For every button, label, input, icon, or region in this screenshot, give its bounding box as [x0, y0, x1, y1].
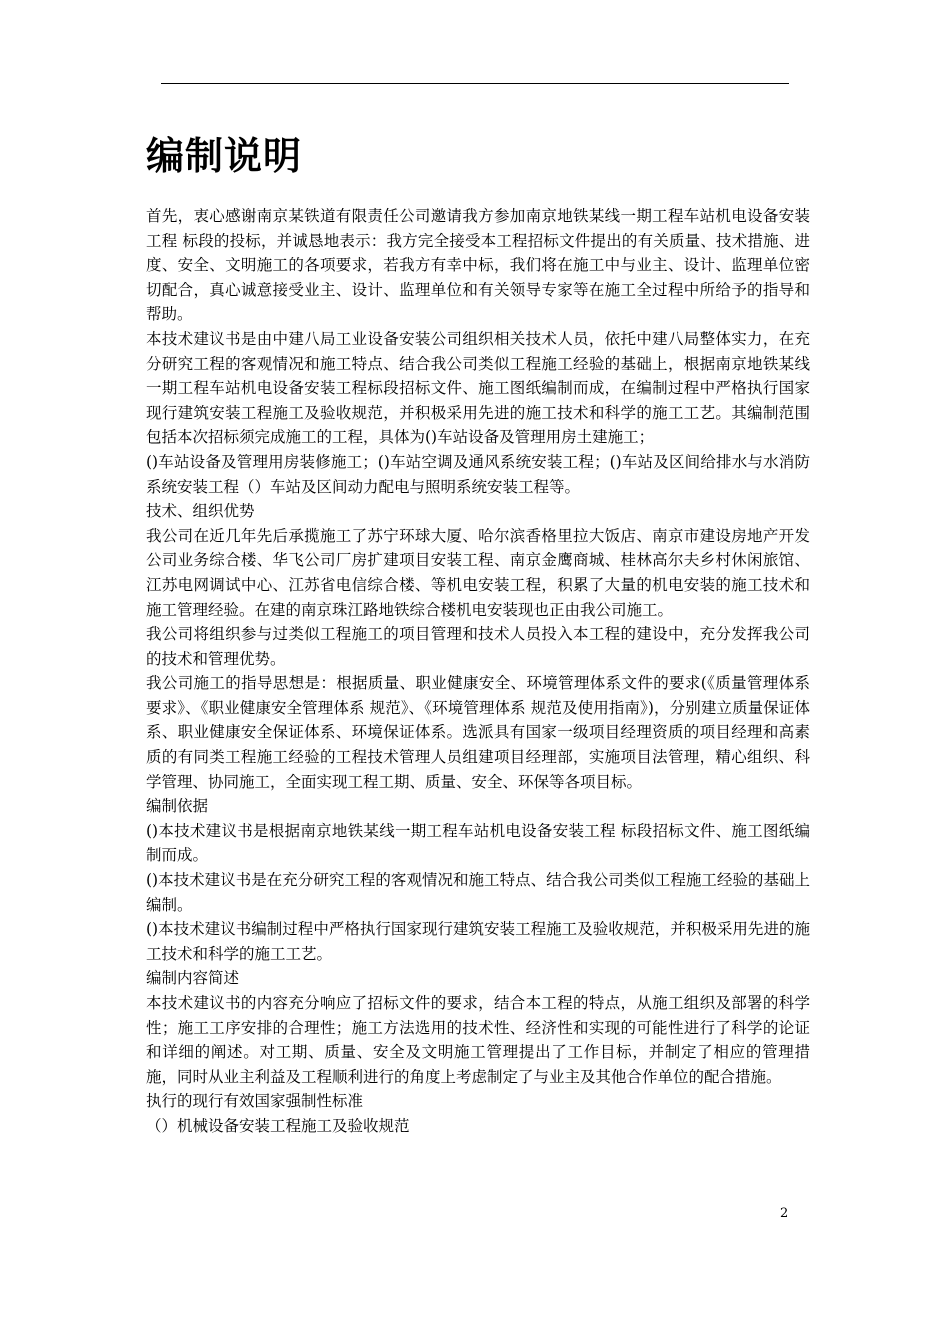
paragraph-experience: 我公司在近几年先后承揽施工了苏宁环球大厦、哈尔滨香格里拉大饭店、南京市建设房地产开发公司业务综合楼、华飞公司厂房扩建项目安装工程、南京金鹰商城、桂林高尔夫乡村休闲旅馆、江苏电网调试中心、江苏省电信综合楼、等机电安装工程，积累了大量的机电安装的施工技术和施工管理经验。在建的南京珠江路地铁综合楼机电安装现也正由我公司施工。 — [146, 526, 810, 619]
paragraph-staffing: 我公司将组织参与过类似工程施工的项目管理和技术人员投入本工程的建设中，充分发挥我公司的技术和管理优势。 — [146, 625, 810, 668]
paragraph-introduction: 首先，衷心感谢南京某铁道有限责任公司邀请我方参加南京地铁某线一期工程车站机电设备安装工程 标段的投标，并诚恳地表示：我方完全接受本工程招标文件提出的有关质量、技术措施、进度、安全、文明施工的各项要求，若我方有幸中标，我们将在施工中与业主、设计、监理单位密切配合，真心诚意接受业主、设计、监理单位和有关领导专家等在施工全过程中所给予的指导和帮助。 — [146, 207, 810, 324]
list-item-basis-2: ()本技术建议书是在充分研究工程的客观情况和施工特点、结合我公司类似工程施工经验的基础上编制。 — [146, 871, 810, 914]
section-heading-basis: 编制依据 — [146, 797, 209, 816]
section-heading-advantages: 技术、组织优势 — [146, 502, 255, 521]
header-divider-line — [161, 83, 789, 84]
paragraph-summary: 本技术建议书的内容充分响应了招标文件的要求，结合本工程的特点，从施工组织及部署的科学性；施工工序安排的合理性；施工方法选用的技术性、经济性和实现的可能性进行了科学的论证和详细的阐述。对工期、质量、安全及文明施工管理提出了工作目标，并制定了相应的管理措施，同时从业主利益及工程顺利进行的角度上考虑制定了与业主及其他合作单位的配合措施。 — [146, 994, 810, 1086]
section-heading-summary: 编制内容简述 — [146, 969, 240, 988]
paragraph-guiding-principle: 我公司施工的指导思想是：根据质量、职业健康安全、环境管理体系文件的要求(《质量管理体系 要求》、《职业健康安全管理体系 规范》、《环境管理体系 规范及使用指南》)，分别建立质量保证体系、职业健康安全保证体系、环境保证体系。选派具有国家一级项目经理资质的项目经理和高素质的有同类工程施工经验的工程技术管理人员组建项目经理部，实施项目法管理，精心组织、科学管理、协同施工，全面实现工程工期、质量、安全、环保等各项目标。 — [146, 674, 810, 791]
page-number: 2 — [780, 1206, 789, 1221]
list-item-basis-3: ()本技术建议书编制过程中严格执行国家现行建筑安装工程施工及验收规范，并积极采用先进的施工技术和科学的施工工艺。 — [146, 920, 810, 963]
section-heading-standards: 执行的现行有效国家强制性标准 — [146, 1092, 364, 1111]
page-title: 编制说明 — [146, 134, 303, 178]
paragraph-scope-items: ()车站设备及管理用房装修施工；()车站空调及通风系统安装工程；()车站及区间给排水与水消防系统安装工程（）车站及区间动力配电与照明系统安装工程等。 — [146, 452, 810, 496]
list-item-basis-1: ()本技术建议书是根据南京地铁某线一期工程车站机电设备安装工程 标段招标文件、施工图纸编制而成。 — [146, 821, 810, 865]
document-body — [146, 204, 810, 1139]
list-item-standard-1: （）机械设备安装工程施工及验收规范 — [146, 1116, 410, 1135]
paragraph-scope: 本技术建议书是由中建八局工业设备安装公司组织相关技术人员，依托中建八局整体实力，在充分研究工程的客观情况和施工特点、结合我公司类似工程施工经验的基础上，根据南京地铁某线一期工程车站机电设备安装工程标段招标文件、施工图纸编制而成，在编制过程中严格执行国家现行建筑安装工程施工及验收规范，并积极采用先进的施工技术和科学的施工工艺。其编制范围包括本次招标须完成施工的工程，具体为()车站设备及管理用房土建施工； — [146, 329, 810, 447]
